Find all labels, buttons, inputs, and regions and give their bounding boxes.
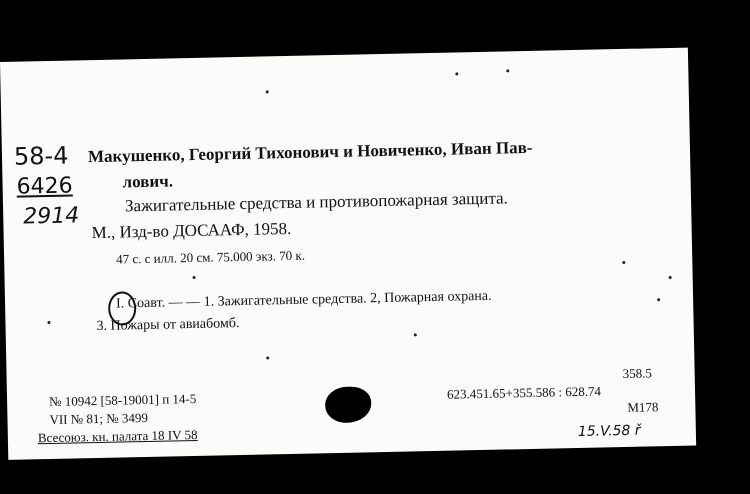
footer-left-line-3: Всесоюз. кн. палата 18 IV 58: [37, 426, 198, 446]
authors-line: Макушенко, Георгий Тихонович и Новиченко, Иван Пав-: [87, 137, 533, 167]
noise-dot: [193, 276, 196, 279]
noise-dot: [414, 333, 417, 336]
catalog-card: [0, 48, 696, 460]
noise-dot: [657, 298, 660, 301]
handwritten-date: 15.V.58 ř: [577, 422, 641, 440]
tracing-line-2: 3. Пожары от авиабомб.: [96, 316, 240, 335]
hand-number: 2914: [22, 203, 80, 230]
tracing-line-1: I. Соавт. — — 1. Зажигательные средства. 2, Пожарная охрана.: [115, 288, 492, 312]
noise-dot: [506, 69, 509, 72]
catalog-number: 58-4: [13, 141, 69, 171]
title-line: Зажигательные средства и противопожарная защита.: [124, 188, 508, 216]
footer-left-line-1: № 10942 [58-19001] п 14-5: [48, 390, 197, 410]
footer-right-line-2: 623.451.65+355.586 : 628.74: [446, 383, 602, 402]
shelf-number: 6426: [16, 173, 73, 200]
ink-blot: [325, 386, 372, 423]
noise-dot: [622, 261, 625, 264]
footer-left-line-2: VII № 81; № 3499: [49, 409, 149, 428]
noise-dot: [266, 90, 269, 93]
collation-line: 47 с. с илл. 20 см. 75.000 экз. 70 к.: [115, 247, 306, 267]
imprint-line: М., Изд-во ДОСААФ, 1958.: [91, 218, 292, 243]
noise-dot: [47, 321, 50, 324]
footer-right-line-1: 358.5: [622, 365, 653, 382]
authors-line-continuation: лович.: [122, 171, 174, 192]
noise-dot: [455, 72, 458, 75]
noise-dot: [266, 356, 269, 359]
noise-dot: [669, 276, 672, 279]
footer-right-line-3: М178: [627, 399, 659, 415]
